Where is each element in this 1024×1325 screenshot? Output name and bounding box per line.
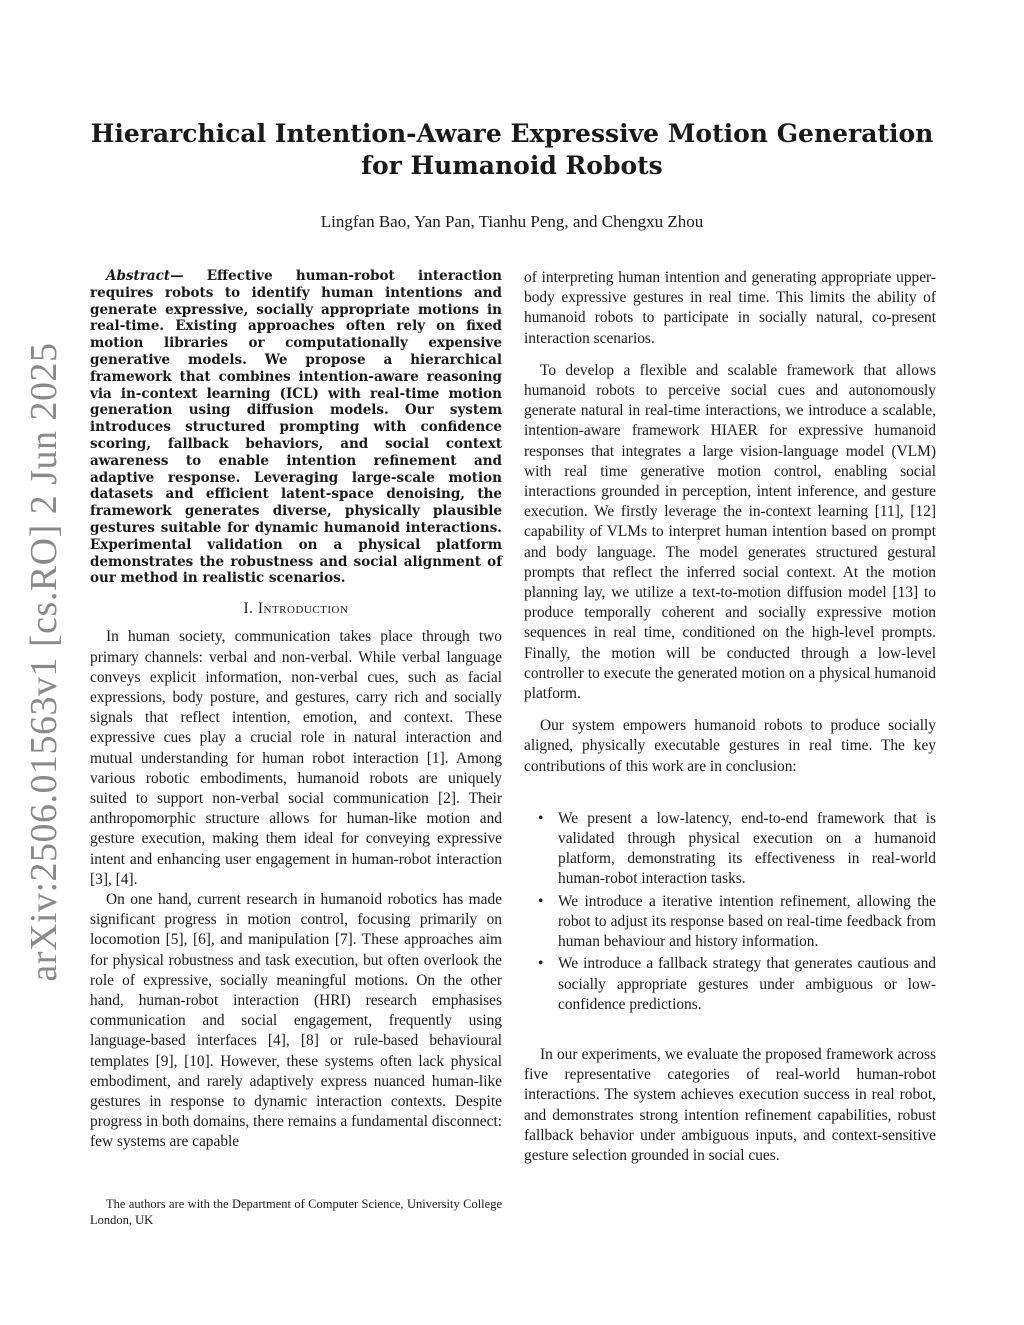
right-column — [524, 268, 936, 1166]
abstract-text: Effective human-robot interaction requires robots to identify human intentions and generate expressive, socially appropriate motions in real-time. Existing approaches often rely on fixed motion libraries or computationally expensive generative models. We propose a hierarchical framework that combines intention-aware reasoning via in-context learning (ICL) with real-time motion generation using diffusion models. Our system introduces structured prompting with confidence scoring, fallback behaviors, and social context awareness to enable intention refinement and adaptive response. Leveraging large-scale motion datasets and efficient latent-space denoising, the framework generates diverse, physically plausible gestures suitable for dynamic humanoid interactions. Experimental validation on a physical platform demonstrates the robustness and social alignment of our method in realistic scenarios. — [90, 268, 502, 587]
contribution-text: We present a low-latency, end-to-end framework that is validated through physical execution on a humanoid platform, demonstrating its effectiveness in real-world human-robot interaction tasks. — [558, 809, 936, 888]
section-heading-introduction — [90, 599, 502, 619]
arxiv-identifier: arXiv:2506.01563v1 [cs.RO] 2 Jun 2025 — [23, 342, 65, 982]
list-item — [524, 954, 936, 1015]
list-item — [524, 892, 936, 953]
abstract-separator: — — [170, 268, 207, 284]
contribution-text: We introduce a iterative intention refinement, allowing the robot to adjust its response based on real-time feedback from human behaviour and history information. — [558, 892, 936, 951]
affiliation-footnote: The authors are with the Department of Computer Science, University College London, UK — [90, 1197, 502, 1227]
contribution-text: We introduce a fallback strategy that generates cautious and socially appropriate gestures under ambiguous or low-confidence predictions. — [558, 955, 936, 1013]
intro-paragraph-2: On one hand, current research in humanoid robotics has made significant progress in motion control, focusing primarily on locomotion [5], [6], and manipulation [7]. These approaches aim for physical robustness and task execution, but often overlook the role of expressive, socially meaningful motions. On the other hand, human-robot interaction (HRI) research emphasises communication and social engagement, frequently using language-based interfaces [4], [8] or rule-based behavioural templates [9], [10]. However, these systems often lack physical embodiment, and rarely adaptively express nuanced human-like gestures in response to dynamic interaction contexts. Despite progress in both domains, there remains a fundamental disconnect: few systems are capable — [90, 890, 502, 1151]
abstract — [90, 268, 502, 587]
closing-paragraph: In our experiments, we evaluate the proposed framework across five representative categories of real-world human-robot interactions. The system achieves execution success in real robot, and demonstrates strong intention refinement capabilities, robust fallback behavior under ambiguous inputs, and context-sensitive gesture selection grounded in social cues. — [524, 1045, 936, 1164]
left-column — [90, 268, 502, 1153]
intro-paragraph-4: Our system empowers humanoid robots to produce socially aligned, physically executable gestures in real time. The key contributions of this work are in conclusion: — [524, 717, 936, 775]
intro-paragraph-1: In human society, communication takes place through two primary channels: verbal and non-verbal. While verbal language conveys explicit information, non-verbal cues, such as facial expressions, body posture, and gestures, carry rich and socially signals that reflect intention, emotion, and context. These expressive cues play a crucial role in natural interaction and mutual understanding for human robot interaction [1]. Among various robotic embodiments, humanoid robots are uniquely suited to support non-verbal social communication [2]. Their anthropomorphic structure allows for human-like motion and gesture execution, making them ideal for conveying expressive intent and enhancing user engagement in human-robot interaction [3], [4]. — [90, 628, 502, 888]
section-number: I. — [243, 600, 258, 618]
bullet-icon: • — [538, 955, 544, 973]
section-title: Introduction — [257, 600, 349, 618]
contributions-list — [524, 809, 936, 1015]
paper-title: Hierarchical Intention-Aware Expressive Motion Generation for Humanoid Robots — [90, 119, 934, 180]
bullet-icon: • — [538, 809, 544, 827]
intro-paragraph-2-continued: of interpreting human intention and generating appropriate upper-body expressive gestures in real time. This limits the ability of humanoid robots to participate in socially natural, co-present interaction scenarios. — [524, 269, 936, 347]
abstract-label: Abstract — [106, 268, 171, 284]
bullet-icon: • — [538, 892, 544, 910]
author-list: Lingfan Bao, Yan Pan, Tianhu Peng, and Chengxu Zhou — [320, 212, 704, 231]
intro-paragraph-3: To develop a flexible and scalable framework that allows humanoid robots to perceive social cues and autonomously generate natural in real-time interactions, we introduce a scalable, intention-aware framework HIAER for expressive humanoid responses that integrates a large vision-language model (VLM) with real time generative motion control, enabling social interactions grounded in perception, intent inference, and gesture execution. We firstly leverage the in-context learning [11], [12] capability of VLMs to interpret human intention based on prompt and body language. The model generates structured gestural prompts that reflect the inferred social context. At the motion planning lay, we utilize a text-to-motion diffusion model [13] to produce temporally coherent and socially expressive motion sequences in real time, conditioned on the high-level prompts. Finally, the motion will be conducted through a low-level controller to execute the generated motion on a physical humanoid platform. — [524, 361, 936, 703]
list-item — [524, 809, 936, 890]
